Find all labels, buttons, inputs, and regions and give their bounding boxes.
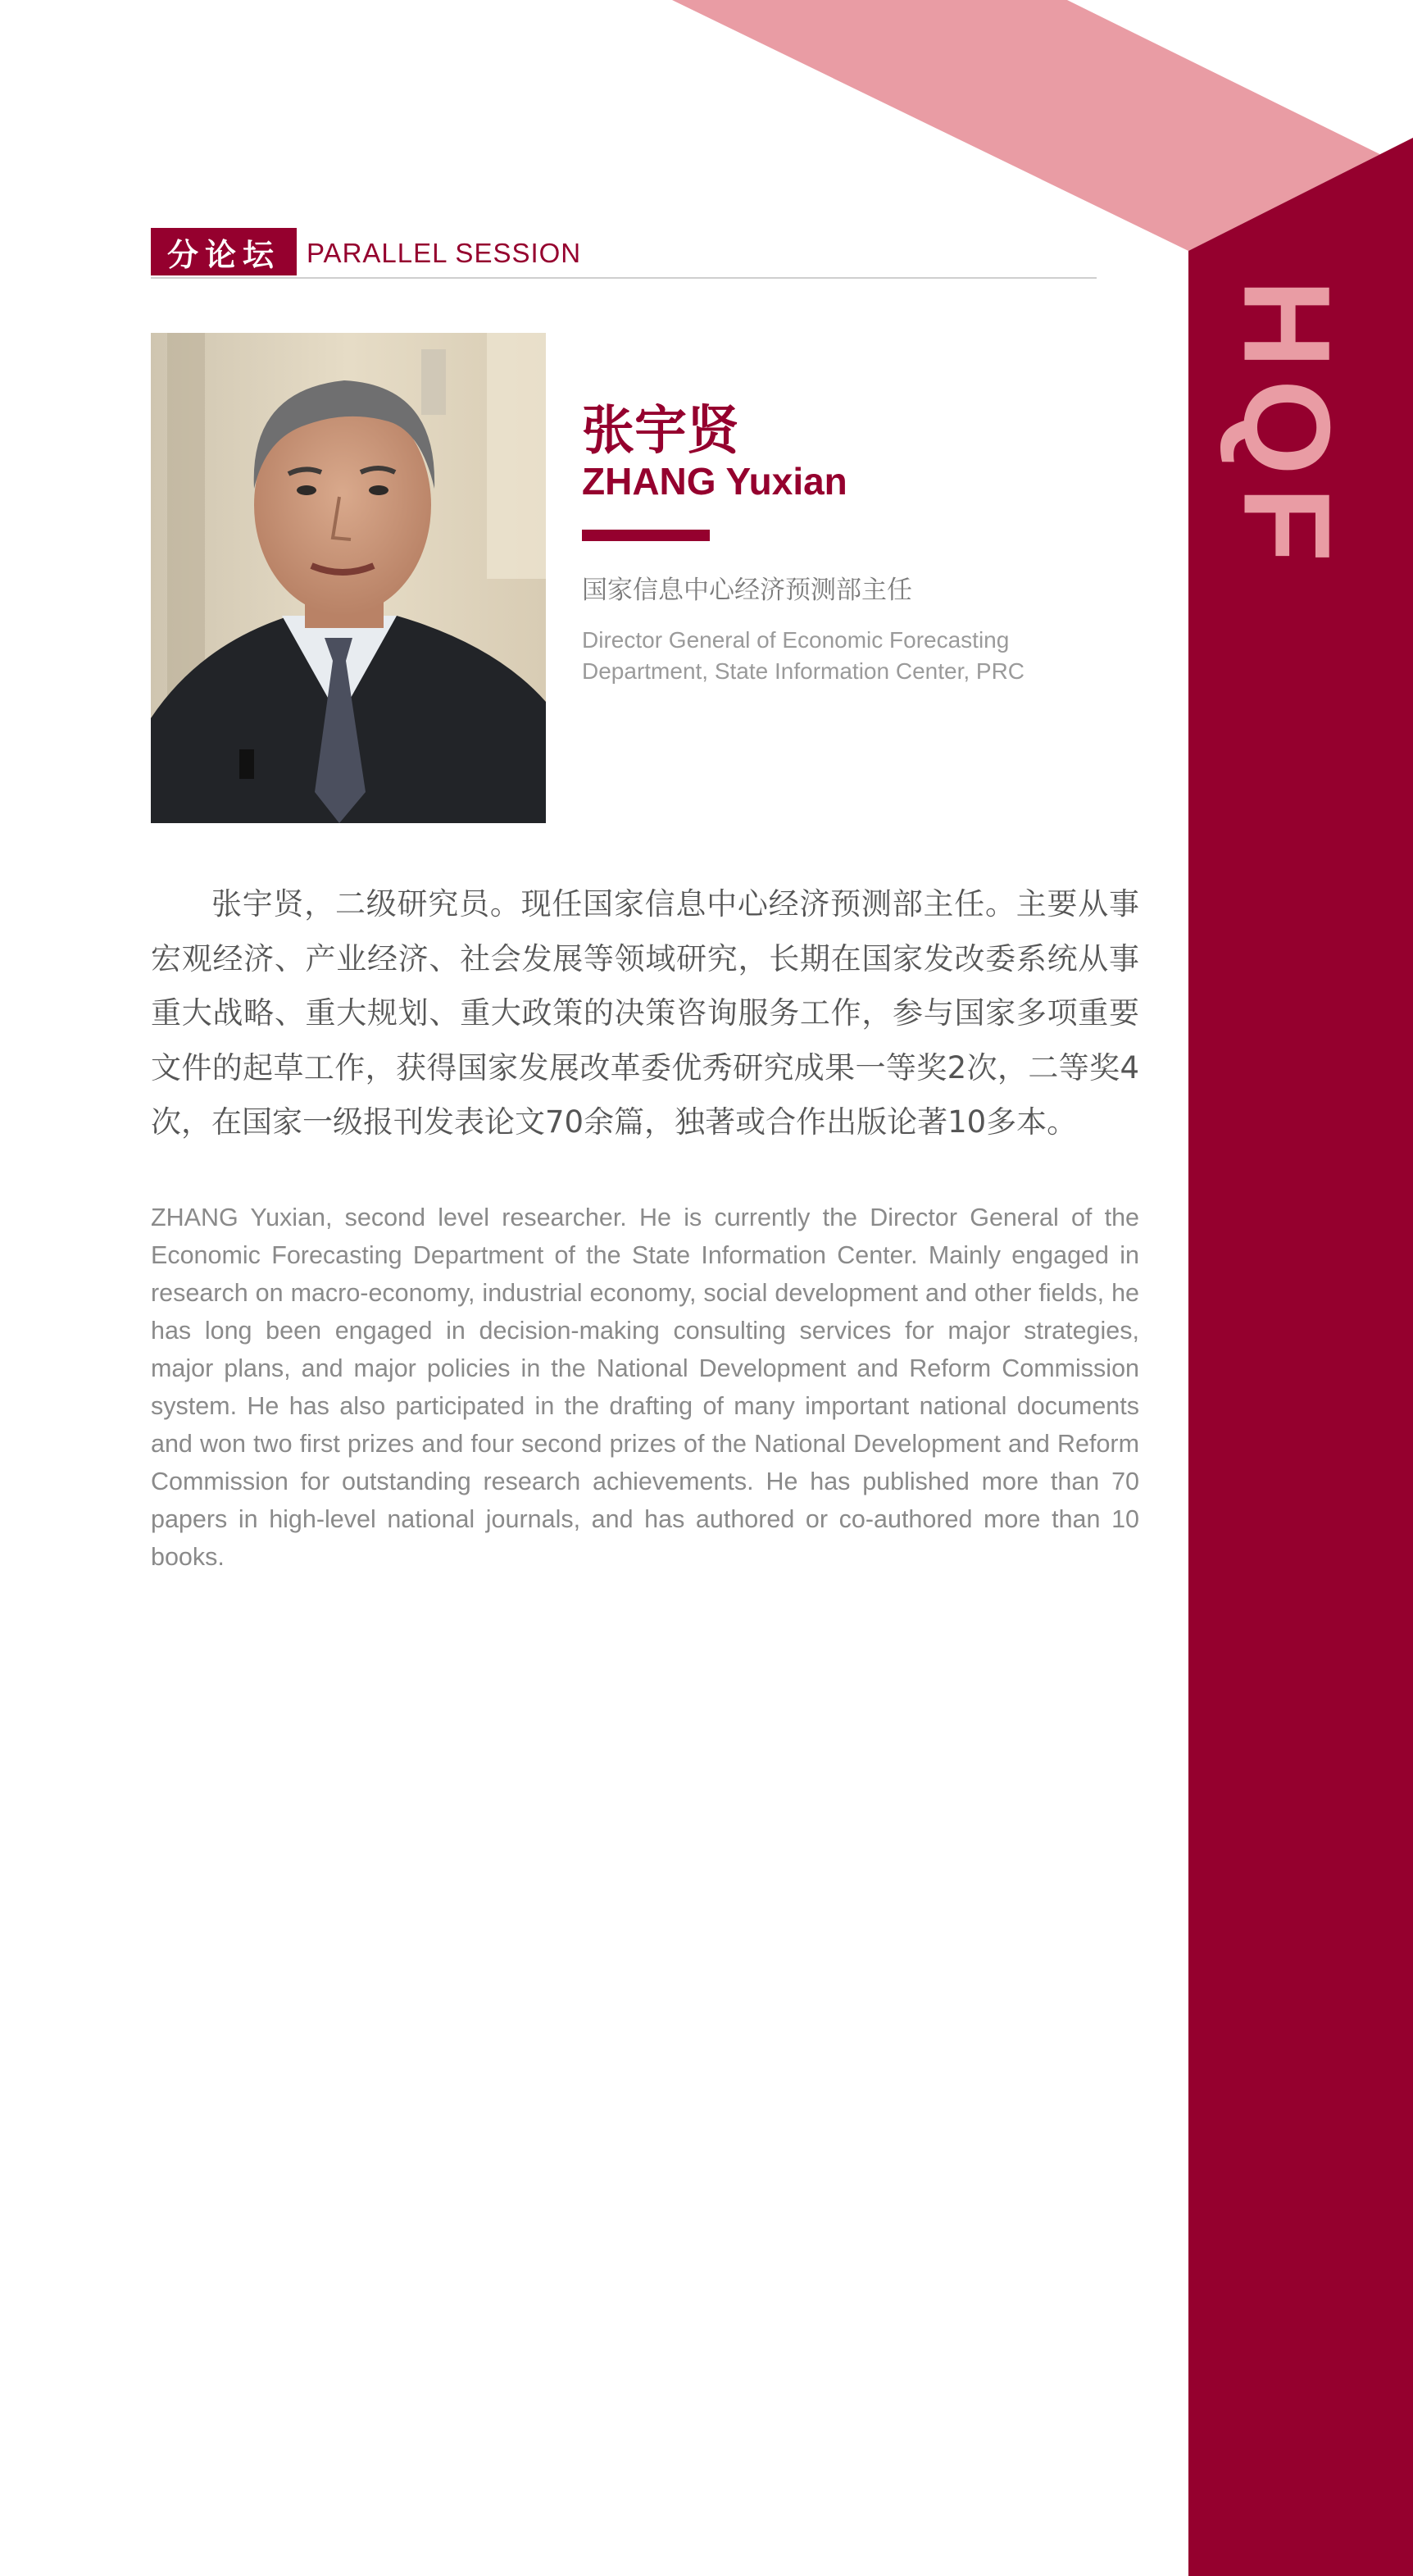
- title-en-line-2: Department, State Information Center, PRC: [582, 658, 1025, 684]
- biography-en: ZHANG Yuxian, second level researcher. He is currently the Director General of the Economic Forecasting Department of the State Information Center. Mainly engaged in research on macro-economy, industrial economy, social development and other fields, he has long been engaged in decision-making consulting services for major strategies, major plans, and major policies in the National Development and Reform Commission system. He has also participated in the drafting of many important national documents and won two first prizes and four second prizes of the National Development and Reform Commission for outstanding research achievements. He has published more than 70 papers in high-level national journals, and has authored or co-authored more than 10 books.: [151, 1204, 1139, 1571]
- name-underline: [582, 530, 710, 541]
- speaker-title-cn: 国家信息中心经济预测部主任: [582, 576, 912, 605]
- title-en-line-1: Director General of Economic Forecasting: [582, 627, 1010, 653]
- session-label: PARALLEL SESSION: [307, 238, 582, 268]
- session-header: [151, 228, 1097, 279]
- session-badge: 分论坛: [151, 228, 297, 275]
- header-divider: [151, 277, 1097, 279]
- biography-cn: 张宇贤，二级研究员。现任国家信息中心经济预测部主任。主要从事宏观经济、产业经济、社会发展等领域研究，长期在国家发改委系统从事重大战略、重大规划、重大政策的决策咨询服务工作，参与国家多项重要文件的起草工作，获得国家发展改革委优秀研究成果一等奖2次，二等奖4次，在国家一级报刊发表论文70余篇，独著或合作出版论著10多本。: [151, 886, 1139, 1140]
- speaker-name-en: ZHANG Yuxian: [582, 460, 847, 503]
- speaker-title-en: [582, 625, 1090, 687]
- speaker-portrait: [151, 333, 546, 823]
- speaker-name-cn: 张宇贤: [582, 401, 739, 462]
- hqf-logo: HQF: [1218, 279, 1356, 574]
